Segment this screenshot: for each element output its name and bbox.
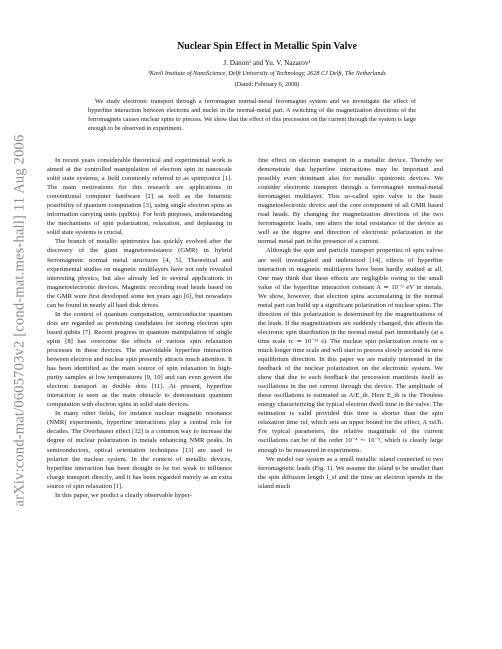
arxiv-id: arXiv:cond-mat/0605703v2 [cond-mat.mes-hall] 11 Aug 2006 [11,134,28,506]
arxiv-sidebar-stamp [8,110,32,530]
right-paragraph: We model our system as a small metallic island connected to two ferromagnetic leads (Fig. 1). We assume the island to be smaller than the spin diffusion length l_sf and the time an electron spends in the island much [258,455,443,490]
abstract [88,98,416,134]
right-paragraph: Although the spin and particle transport properties of spin valves are well investigated and understood [14], effects of hyperfine interaction in magnetic multilayers have been hardly studied at all. One may think that these effects are negligible owing to the small value of the hyperfine interaction constant A ≃ 10⁻⁶ eV in metals. We show, however, that electron spins accumulating in the normal metal part can build up a significant polarization of nuclear spins. The direction of this polarization is determined by the magnetizations of the leads. If the magnetizations are suddenly changed, this affects the electronic spin distribution in the normal metal part immediately (at a time scale τc ≃ 10⁻¹¹ s). The nuclear spin polarization reacts on a much longer time scale and will start to precess slowly around its new equilibrium direction. In this paper we are mainly interested in the feedback of the nuclear polarization on the electronic system. We show that due to such feedback the precession manifests itself as oscillations in the net current through the device. The amplitude of these oscillations is estimated as A/E_th. Here E_th is the Thouless energy characterizing the typical electron dwell time in the valve. The estimation is valid provided this time is shorter than the spin relaxation time τsf, which sets an upper bound for the effect, A τsf/ħ. For typical parameters, the relative magnitude of the current oscillations can be of the order 10⁻⁴ ∼ 10⁻⁵, which is clearly large enough to be measured in experiments. [258,247,443,454]
right-column [258,156,443,491]
paper-authors: J. Danon¹ and Yu. V. Nazarov¹ [223,59,311,67]
abstract-text: We study electronic transport through a ferromagnet normal-metal ferromagnet system and we investigate the effect of hyperfine interaction between electrons and nuclei in the normal-metal part. A switching of the magnetization directions of the ferromagnets causes nuclear spins to precess. We show that the effect of this precession on the current through the system is large enough to be observed in experiment. [88,98,416,132]
left-paragraph: In this paper, we predict a clearly observable hyper- [55,491,192,499]
paper-date: (Dated: February 6, 2008) [234,81,300,88]
left-paragraph: In the context of quantum computation, semiconductor quantum dots are regarded as promising candidates for storing electron spin based qubits [7]. Recent progress in quantum manipulation of single spins [8] has overcome the effects of various spin relaxation processes in these devices. The unavoidable hyperfine interaction between electron and nuclear spin presently attracts much attention. It has been identified as the main source of spin relaxation in high-purity samples at low temperatures [9, 10] and can even govern the electron transport in double dots [11]. At present, hyperfine interaction is seen as the main obstacle to demonstrate quantum computation with electron spins in solid state devices. [47,310,232,409]
left-paragraph: In recent years considerable theoretical and experimental work is aimed at the controlled manipulation of electron spin in nanoscale solid state systems, a field commonly referred to as spintronics [1]. The main motivations for this research are applications in conventional computer hardware [2] as well as the futuristic possibility of quantum computation [3], using single electron spins as information carrying units (qubits). For both purposes, understanding the mechanisms of spin polarization, relaxation, and dephasing in solid state systems is crucial. [47,157,232,237]
paper-title: Nuclear Spin Effect in Metallic Spin Valve [177,41,357,52]
left-paragraph: In many other fields, for instance nuclear magnetic resonance (NMR) experiments, hyperfine interactions play a central role for decades. The Overhauser effect [12] is a common way to increase the degree of nuclear polarization in metals enhancing NMR peaks. In semiconductors, optical orientation techniques [13] are used to polarize the nuclear system. In the context of metallic devices, hyperfine interaction has been thought to be too weak to influence charge transport directly, and it has been regarded merely as an extra source of spin relaxation [1]. [47,410,232,490]
right-paragraph: fine effect on electron transport in a metallic device. Thereby we demonstrate that hyperfine interactions may be important and possibly even dominant also for metallic spintronic devices. We consider electronic transport through a ferromagnet normal-metal ferromagnet multilayer. This so-called spin valve is the basic magnetoelectronic device and the core component of all GMR based read heads. By changing the magnetization directions of the two ferromagnetic leads, one alters the total resistance of the device as well as the degree and direction of electronic polarization in the normal metal part in the presence of a current. [258,157,443,246]
left-column [47,156,232,500]
paper-affiliation: ¹Kavli Institute of NanoScience, Delft University of Technology, 2628 CJ Delft, The Netherlands [148,70,386,77]
left-paragraph: The branch of metallic spintronics has quickly evolved after the discovery of the giant magnetoresistance (GMR) in hybrid ferromagnetic normal metal structures [4, 5]. Theoretical and experimental studies on magnetic multilayers have not only revealed interesting physics, but also already led to several applications in magnetoelectronic devices. Magnetic recording read heads based on the GMR were first developed some ten years ago [6], but nowadays can be found in nearly all hard disk drives. [47,238,232,309]
